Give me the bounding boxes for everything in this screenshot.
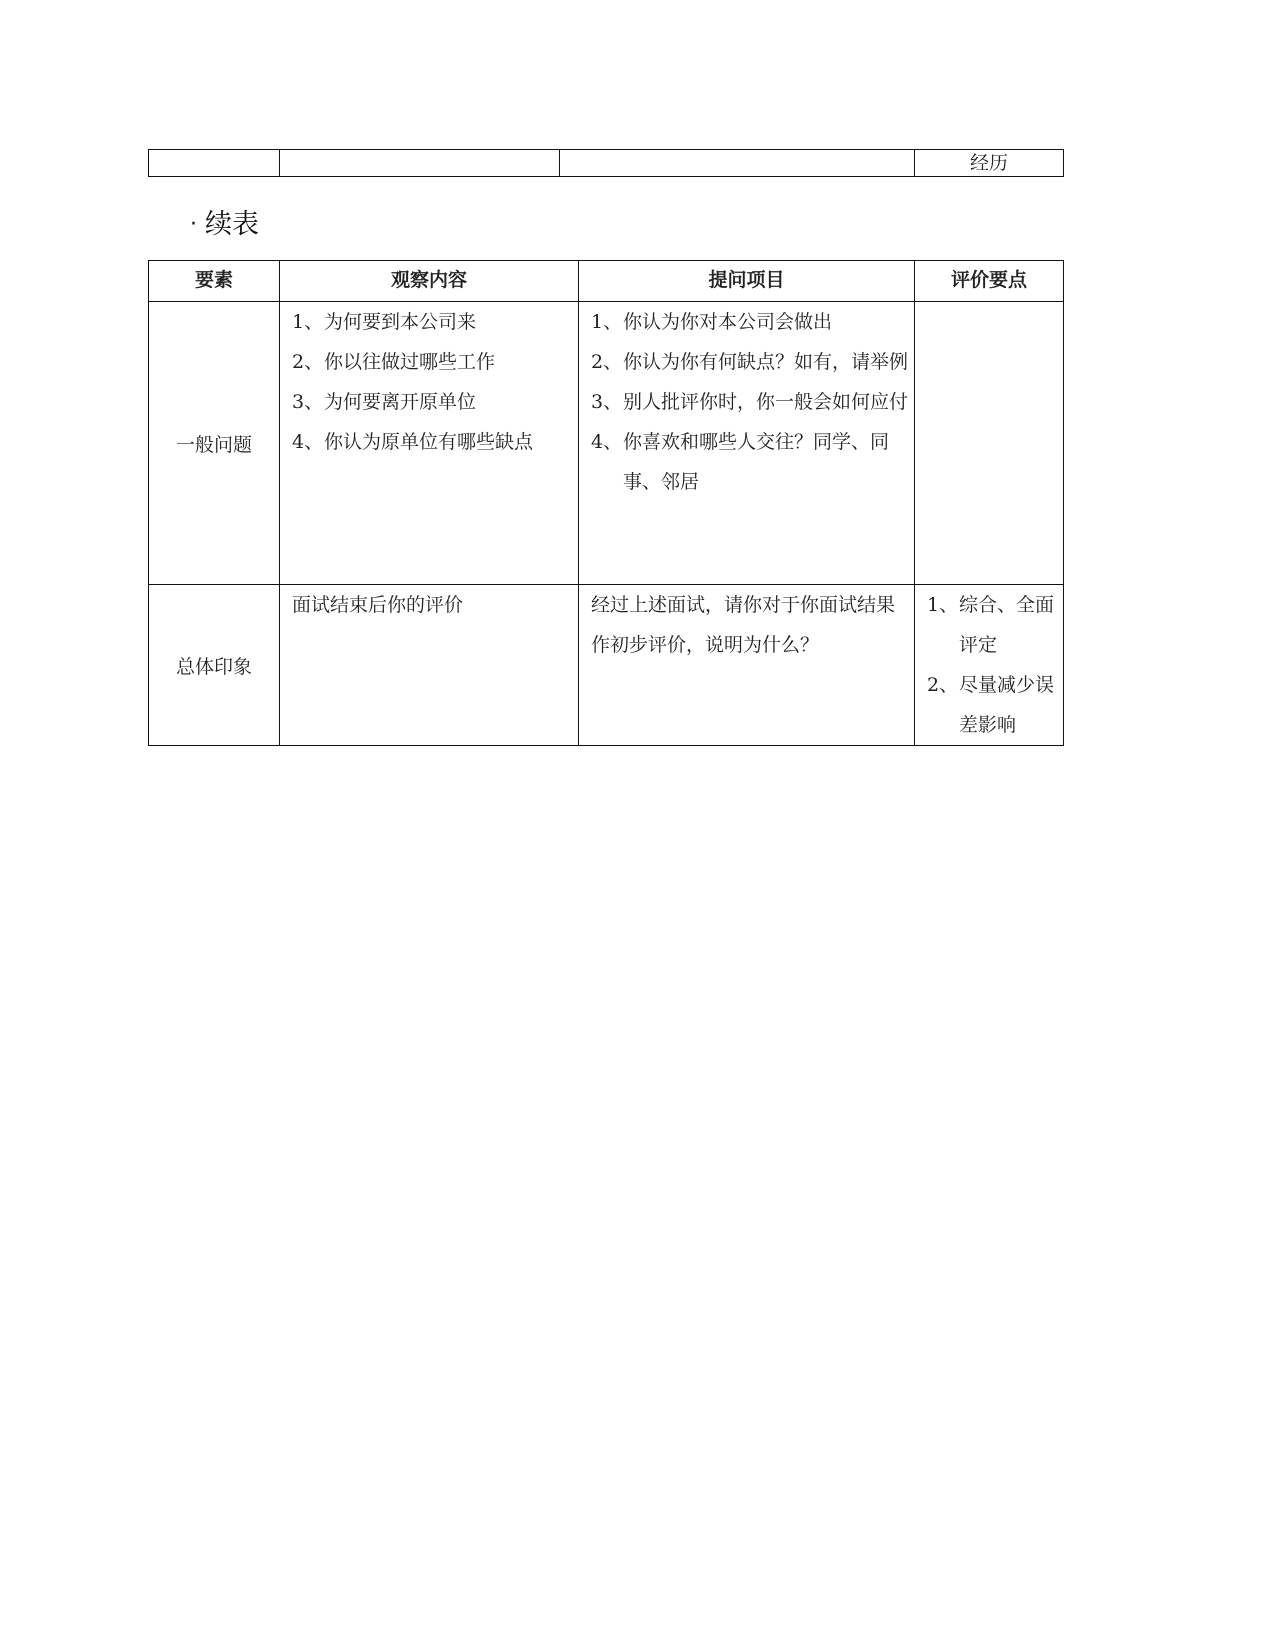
list-item: 3、 为何要离开原单位 bbox=[292, 391, 477, 413]
list-item: 2、 你以往做过哪些工作 bbox=[292, 351, 496, 373]
previous-table-tail bbox=[148, 149, 1064, 177]
element-cell: 总体印象 bbox=[149, 585, 280, 746]
element-cell: 一般问题 bbox=[149, 302, 280, 585]
questions-list bbox=[591, 302, 908, 502]
observation-list bbox=[292, 302, 572, 462]
list-item: 1、 为何要到本公司来 bbox=[292, 311, 477, 333]
table-row bbox=[149, 150, 1064, 177]
table-cell bbox=[560, 150, 915, 177]
list-item: 4、 你认为原单位有哪些缺点 bbox=[292, 431, 534, 453]
questions-cell bbox=[579, 302, 915, 585]
list-item: 2、 你认为你有何缺点？如有，请举例 bbox=[591, 351, 909, 373]
section-title: · 续表 bbox=[190, 209, 259, 240]
list-item: 1、 你认为你对本公司会做出 bbox=[591, 311, 833, 333]
table-cell bbox=[149, 150, 280, 177]
table-cell: 经历 bbox=[915, 150, 1064, 177]
observation-cell: 面试结束后你的评价 bbox=[280, 585, 579, 746]
table-row bbox=[149, 302, 1064, 585]
list-item: 1、 综合、全面评定 bbox=[927, 594, 1055, 656]
header-evaluation: 评价要点 bbox=[915, 261, 1064, 302]
interview-table bbox=[148, 260, 1064, 746]
header-observation: 观察内容 bbox=[280, 261, 579, 302]
list-item: 2、 尽量减少误差影响 bbox=[927, 674, 1055, 736]
table-header-row bbox=[149, 261, 1064, 302]
table-cell bbox=[280, 150, 560, 177]
list-item: 3、 别人批评你时，你一般会如何应付 bbox=[591, 391, 909, 413]
list-item: 4、 你喜欢和哪些人交往？同学、同事、邻居 bbox=[591, 431, 890, 493]
evaluation-cell bbox=[915, 585, 1064, 746]
header-questions: 提问项目 bbox=[579, 261, 915, 302]
observation-cell bbox=[280, 302, 579, 585]
table-row bbox=[149, 585, 1064, 746]
questions-cell: 经过上述面试，请你对于你面试结果作初步评价，说明为什么？ bbox=[579, 585, 915, 746]
evaluation-cell bbox=[915, 302, 1064, 585]
header-element: 要素 bbox=[149, 261, 280, 302]
evaluation-list bbox=[927, 585, 1057, 745]
bullet-icon: · bbox=[190, 212, 197, 237]
